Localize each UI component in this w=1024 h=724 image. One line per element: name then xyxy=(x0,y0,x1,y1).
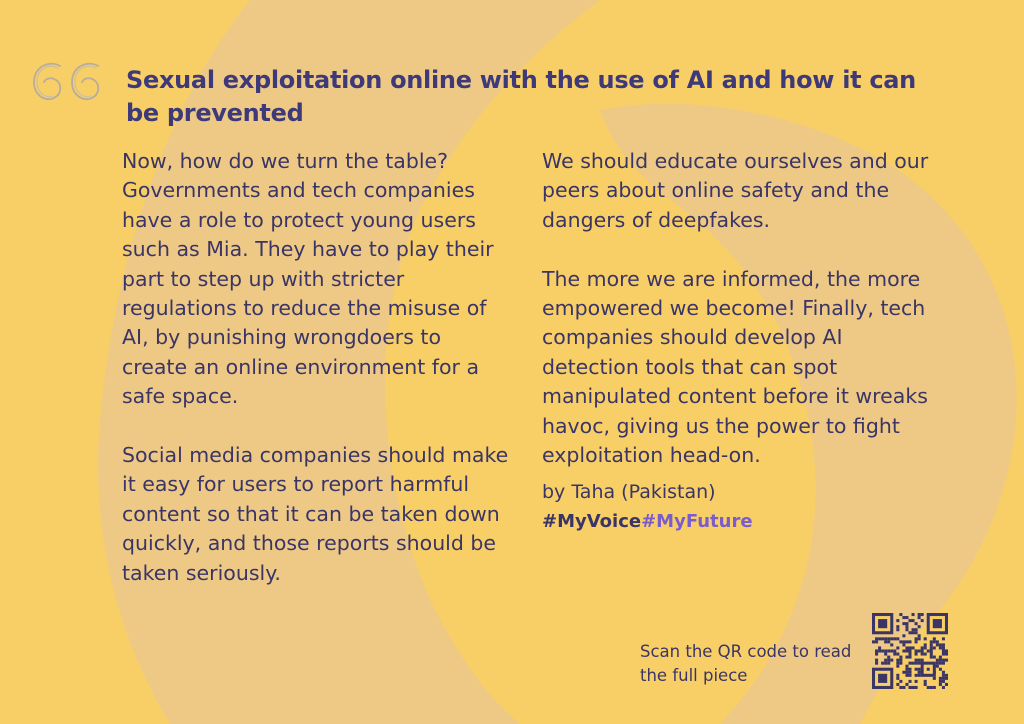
left-column xyxy=(122,147,512,588)
hashtag-myvoice: #MyVoice xyxy=(542,511,642,533)
right-paragraph-1: We should educate ourselves and our peers about online safety and the dangers of deepfakes. xyxy=(542,149,929,232)
qr-code-icon[interactable] xyxy=(872,613,948,689)
qr-caption: Scan the QR code to read the full piece xyxy=(640,642,852,685)
quote-mark-icon xyxy=(28,58,108,108)
byline: by Taha (Pakistan) xyxy=(542,481,716,504)
hashtag-myfuture: #MyFuture xyxy=(641,511,753,533)
hashtags xyxy=(542,508,942,536)
right-column xyxy=(542,147,942,536)
left-paragraph-1: Now, how do we turn the table? Governments and tech companies have a role to protect young users such as Mia. They have to play their part to step up with stricter regulations to reduce the misuse of AI, by punishing wrongdoers to create an online environment for a safe space. xyxy=(122,149,494,409)
article-title: Sexual exploitation online with the use of AI and how it can be prevented xyxy=(126,66,916,127)
right-paragraph-2: The more we are informed, the more empowered we become! Finally, tech companies should develop AI detection tools that can spot manipulated content before it wreaks havoc, giving us the power to fight exploitation head-on. xyxy=(542,266,928,468)
left-paragraph-2: Social media companies should make it easy for users to report harmful content so that it can be taken down quickly, and those reports should be taken seriously. xyxy=(122,443,509,585)
